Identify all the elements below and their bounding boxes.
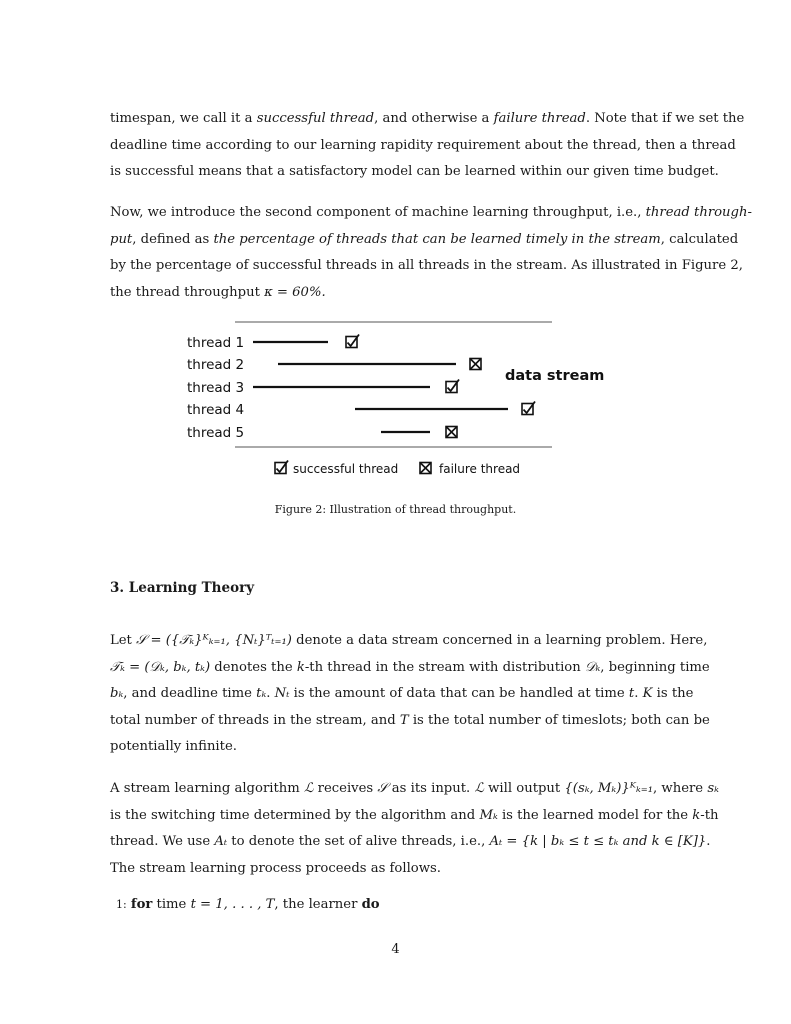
legend-failure-icon [420, 463, 431, 474]
thread-label: thread 2 [187, 357, 245, 373]
text-line: Now, we introduce the second component of machine learning throughput, i.e., thread through- [110, 205, 752, 220]
text-line: the thread throughput κ = 60%. [110, 284, 326, 300]
thread-row [187, 335, 359, 352]
text-line: bₖ, and deadline time tₖ. Nₜ is the amount of data that can be handled at time t. K is the [110, 686, 694, 701]
thread-row [187, 357, 481, 373]
text-line: potentially infinite. [110, 739, 237, 754]
paragraph-thread-throughput [110, 200, 752, 306]
text-line: is the switching time determined by the algorithm and Mₖ is the learned model for the k-th [110, 807, 719, 823]
text-line: thread. We use Aₜ to denote the set of alive threads, i.e., Aₜ = {k | bₖ ≤ t ≤ tₖ and k ∈ [K]}. [110, 834, 711, 849]
thread-row [187, 380, 459, 397]
text-line: deadline time according to our learning rapidity requirement about the thread, then a thread [110, 137, 736, 153]
text-line: A stream learning algorithm ℒ receives 𝒮 as its input. ℒ will output {(sₖ, Mₖ)}ᴷₖ₌₁, where sₖ [110, 781, 719, 796]
success-check-icon [346, 335, 359, 348]
legend-failure-label: failure thread [439, 462, 521, 476]
text-line: is successful means that a satisfactory model can be learned within our given time budget. [110, 164, 719, 179]
text-line: by the percentage of successful threads in all threads in the stream. As illustrated in Figure 2, [110, 258, 743, 273]
keyword-for: for [130, 897, 153, 912]
text-line: The stream learning process proceeds as follows. [110, 860, 441, 876]
thread-label: thread 3 [187, 380, 245, 396]
figure-caption: Figure 2: Illustration of thread throughput. [274, 503, 517, 516]
thread-label: thread 5 [187, 425, 245, 441]
page-number: 4 [391, 942, 400, 957]
algorithm-line-number: 1: [116, 898, 127, 911]
legend [275, 461, 520, 477]
legend-success-icon [275, 461, 288, 474]
thread-label: thread 4 [187, 402, 245, 418]
paragraph-stream-definition [110, 628, 710, 761]
paragraph-stream-algorithm [110, 776, 719, 882]
success-check-icon [522, 402, 535, 415]
text-line: total number of threads in the stream, and T is the total number of timeslots; both can be [110, 712, 710, 728]
thread-row [187, 402, 535, 419]
failure-cross-icon [470, 359, 481, 370]
data-stream-label: data stream [505, 368, 605, 384]
keyword-do: do [361, 897, 380, 912]
text-line: put, defined as the percentage of threads that can be learned timely in the stream, calculated [110, 231, 739, 247]
text-line: 𝒯ₖ = (𝒟ₖ, bₖ, tₖ) denotes the k-th thread in the stream with distribution 𝒟ₖ, beginning time [110, 659, 710, 675]
thread-row [187, 425, 457, 441]
paragraph-thread-definition [110, 106, 745, 186]
text-line: Let 𝒮 = ({𝒯ₖ}ᴷₖ₌₁, {Nₜ}ᵀₜ₌₁) denote a data stream concerned in a learning problem. Here, [110, 633, 708, 648]
algorithm-line: 1: for time t = 1, . . . , T, the learner do [116, 897, 380, 912]
text-line: timespan, we call it a successful thread, and otherwise a failure thread. Note that if we set the [110, 111, 745, 126]
legend-success-label: successful thread [293, 462, 399, 476]
section-title: 3. Learning Theory [110, 580, 255, 596]
failure-cross-icon [446, 427, 457, 438]
figure-svg [180, 315, 620, 480]
thread-throughput-figure [180, 315, 620, 480]
success-check-icon [446, 380, 459, 393]
thread-label: thread 1 [187, 335, 245, 351]
